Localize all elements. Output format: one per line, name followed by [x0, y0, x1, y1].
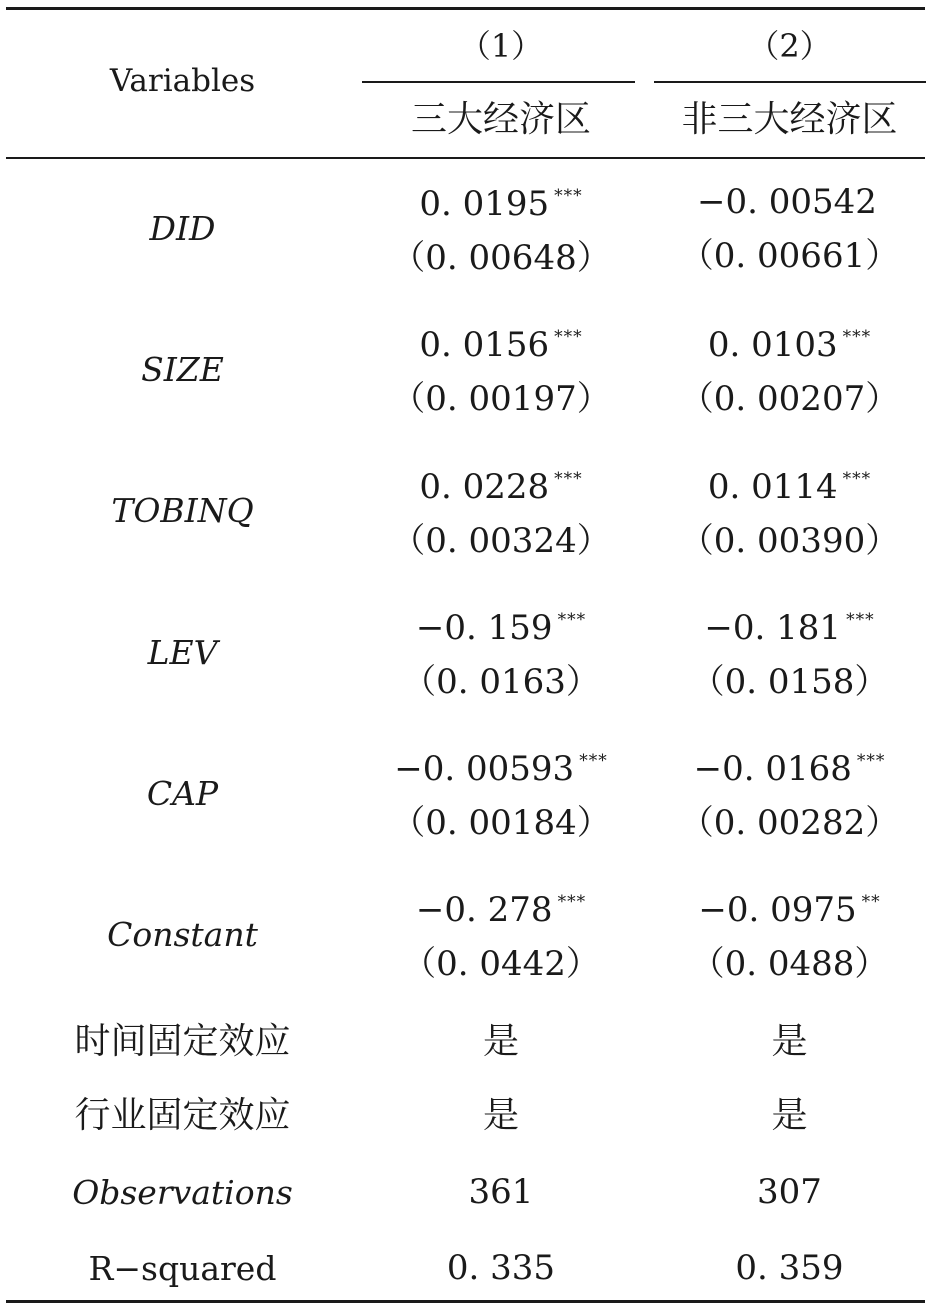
row-label-observations: Observations [72, 1173, 293, 1212]
time-fe-col1: 是 [482, 1021, 519, 1062]
cap-col2-se: （0. 00282） [679, 803, 900, 843]
significance-stars: *** [554, 186, 583, 206]
row-label-tobinq: TOBINQ [111, 491, 254, 530]
col1-header-underline [362, 81, 635, 83]
constant-col1-coef: −0. 278 *** [415, 890, 587, 930]
row-label-lev: LEV [147, 633, 218, 672]
did-col2-coef: −0. 00542 [697, 182, 877, 222]
did-col2-se: （0. 00661） [679, 236, 900, 276]
cap-col1-se: （0. 00184） [391, 803, 611, 843]
constant-col2-coef: −0. 0975 ** [698, 890, 881, 930]
row-label-industry-fe: 行业固定效应 [74, 1095, 291, 1136]
significance-stars: *** [554, 469, 583, 489]
did-col1-coef: 0. 0195 *** [419, 184, 583, 224]
col1-group-header: 三大经济区 [410, 99, 591, 140]
significance-stars: *** [557, 892, 587, 912]
size-col1-coef: 0. 0156 *** [419, 325, 583, 365]
r-squared-col2: 0. 359 [735, 1248, 844, 1288]
lev-col1-se: （0. 0163） [402, 662, 600, 702]
observations-col2: 307 [757, 1172, 822, 1212]
significance-stars: *** [842, 469, 872, 489]
observations-col1: 361 [468, 1172, 534, 1212]
did-col1-se: （0. 00648） [391, 238, 611, 278]
constant-col1-se: （0. 0442） [402, 944, 600, 984]
lev-col2-coef: −0. 181 *** [704, 608, 875, 648]
col2-header-underline [654, 81, 926, 83]
tobinq-col2-coef: 0. 0114 *** [707, 467, 872, 507]
row-label-constant: Constant [107, 915, 258, 954]
size-col2-se: （0. 00207） [679, 379, 900, 419]
row-label-r-squared: R−squared [88, 1249, 277, 1288]
size-col2-coef: 0. 0103 *** [707, 325, 872, 365]
significance-stars: *** [842, 327, 872, 347]
tobinq-col1-coef: 0. 0228 *** [419, 467, 583, 507]
significance-stars: ** [861, 892, 881, 912]
lev-col1-coef: −0. 159 *** [415, 608, 587, 648]
lev-col2-se: （0. 0158） [690, 662, 889, 702]
constant-col2-se: （0. 0488） [690, 944, 889, 984]
industry-fe-col2: 是 [771, 1095, 808, 1136]
time-fe-col2: 是 [771, 1021, 808, 1062]
significance-stars: *** [557, 610, 587, 630]
significance-stars: *** [846, 610, 875, 630]
col2-number-header: （2） [747, 27, 832, 65]
industry-fe-col1: 是 [482, 1095, 519, 1136]
top-rule [6, 7, 925, 10]
r-squared-col1: 0. 335 [446, 1248, 556, 1288]
col1-number-header: （1） [458, 27, 544, 65]
row-label-size: SIZE [141, 350, 224, 389]
variables-header: Variables [109, 63, 256, 99]
cap-col2-coef: −0. 0168 *** [693, 749, 886, 789]
significance-stars: *** [579, 751, 608, 771]
bottom-rule [6, 1300, 925, 1303]
row-label-did: DID [149, 209, 216, 248]
col2-group-header: 非三大经济区 [681, 99, 898, 140]
row-label-time-fe: 时间固定效应 [74, 1021, 291, 1062]
tobinq-col1-se: （0. 00324） [391, 521, 611, 561]
row-label-cap: CAP [146, 774, 219, 813]
header-bottom-rule [6, 157, 925, 159]
significance-stars: *** [554, 327, 583, 347]
cap-col1-coef: −0. 00593 *** [394, 749, 608, 789]
significance-stars: *** [856, 751, 886, 771]
size-col1-se: （0. 00197） [391, 379, 611, 419]
tobinq-col2-se: （0. 00390） [679, 521, 900, 561]
